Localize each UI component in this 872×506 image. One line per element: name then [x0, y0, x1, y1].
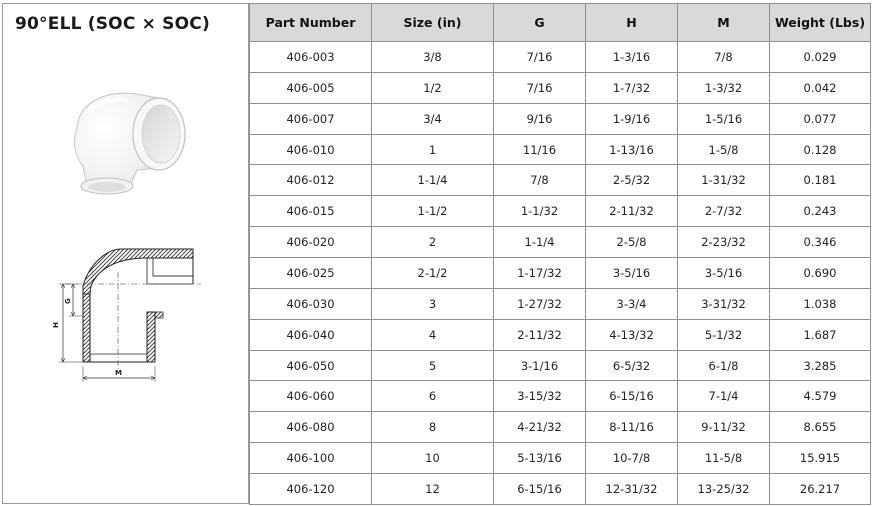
g-cell: 2-11/32 — [494, 319, 586, 350]
h-cell: 3-5/16 — [586, 258, 678, 289]
m-cell: 2-23/32 — [678, 227, 770, 258]
part-number-cell: 406-080 — [250, 412, 372, 443]
m-cell: 13-25/32 — [678, 474, 770, 505]
h-cell: 1-7/32 — [586, 72, 678, 103]
part-number-cell: 406-025 — [250, 258, 372, 289]
part-number-cell: 406-060 — [250, 381, 372, 412]
m-cell: 3-31/32 — [678, 288, 770, 319]
table-row — [250, 227, 871, 258]
size-cell: 1-1/4 — [372, 165, 494, 196]
header-size: Size (in) — [372, 4, 494, 42]
weight-cell: 0.243 — [770, 196, 871, 227]
part-number-cell: 406-005 — [250, 72, 372, 103]
table-row — [250, 412, 871, 443]
table-row — [250, 103, 871, 134]
weight-cell: 0.042 — [770, 72, 871, 103]
m-cell: 2-7/32 — [678, 196, 770, 227]
g-cell: 9/16 — [494, 103, 586, 134]
table-row — [250, 258, 871, 289]
size-cell: 3/8 — [372, 42, 494, 73]
g-cell: 7/16 — [494, 42, 586, 73]
part-number-cell: 406-012 — [250, 165, 372, 196]
weight-cell: 0.181 — [770, 165, 871, 196]
g-cell: 3-1/16 — [494, 350, 586, 381]
m-cell: 1-5/16 — [678, 103, 770, 134]
g-cell: 1-27/32 — [494, 288, 586, 319]
g-cell: 5-13/16 — [494, 443, 586, 474]
part-number-cell: 406-040 — [250, 319, 372, 350]
size-cell: 1/2 — [372, 72, 494, 103]
weight-cell: 0.128 — [770, 134, 871, 165]
weight-cell: 3.285 — [770, 350, 871, 381]
dimension-g-label: G — [64, 298, 72, 304]
part-number-cell: 406-020 — [250, 227, 372, 258]
part-number-cell: 406-010 — [250, 134, 372, 165]
h-cell: 12-31/32 — [586, 474, 678, 505]
m-cell: 11-5/8 — [678, 443, 770, 474]
weight-cell: 0.077 — [770, 103, 871, 134]
part-number-cell: 406-003 — [250, 42, 372, 73]
weight-cell: 15.915 — [770, 443, 871, 474]
product-panel — [2, 3, 249, 504]
size-cell: 1 — [372, 134, 494, 165]
size-cell: 10 — [372, 443, 494, 474]
h-cell: 4-13/32 — [586, 319, 678, 350]
table-header-row — [250, 4, 871, 42]
weight-cell: 0.029 — [770, 42, 871, 73]
weight-cell: 1.038 — [770, 288, 871, 319]
weight-cell: 1.687 — [770, 319, 871, 350]
table-row — [250, 381, 871, 412]
m-cell: 5-1/32 — [678, 319, 770, 350]
header-part-number: Part Number — [250, 4, 372, 42]
size-cell: 2-1/2 — [372, 258, 494, 289]
g-cell: 4-21/32 — [494, 412, 586, 443]
table-row — [250, 134, 871, 165]
size-cell: 8 — [372, 412, 494, 443]
weight-cell: 0.346 — [770, 227, 871, 258]
m-cell: 7-1/4 — [678, 381, 770, 412]
part-number-cell: 406-120 — [250, 474, 372, 505]
size-cell: 2 — [372, 227, 494, 258]
table-body — [250, 42, 871, 505]
elbow-fitting-photo — [61, 82, 195, 198]
g-cell: 1-1/32 — [494, 196, 586, 227]
dimension-m-label: M — [115, 369, 122, 377]
product-title: 90°ELL (SOC × SOC) — [15, 14, 210, 34]
header-g: G — [494, 4, 586, 42]
elbow-technical-drawing — [43, 242, 218, 384]
size-cell: 3 — [372, 288, 494, 319]
part-number-cell: 406-015 — [250, 196, 372, 227]
weight-cell: 0.690 — [770, 258, 871, 289]
dimension-h-label: H — [52, 322, 60, 328]
size-cell: 12 — [372, 474, 494, 505]
m-cell: 7/8 — [678, 42, 770, 73]
part-number-cell: 406-050 — [250, 350, 372, 381]
h-cell: 2-5/32 — [586, 165, 678, 196]
h-cell: 6-15/16 — [586, 381, 678, 412]
weight-cell: 8.655 — [770, 412, 871, 443]
g-cell: 3-15/32 — [494, 381, 586, 412]
h-cell: 3-3/4 — [586, 288, 678, 319]
weight-cell: 26.217 — [770, 474, 871, 505]
table-row — [250, 165, 871, 196]
h-cell: 8-11/16 — [586, 412, 678, 443]
table-row — [250, 319, 871, 350]
g-cell: 11/16 — [494, 134, 586, 165]
m-cell: 6-1/8 — [678, 350, 770, 381]
header-m: M — [678, 4, 770, 42]
size-cell: 3/4 — [372, 103, 494, 134]
h-cell: 1-9/16 — [586, 103, 678, 134]
m-cell: 1-5/8 — [678, 134, 770, 165]
m-cell: 1-31/32 — [678, 165, 770, 196]
table-row — [250, 196, 871, 227]
h-cell: 10-7/8 — [586, 443, 678, 474]
size-cell: 5 — [372, 350, 494, 381]
g-cell: 6-15/16 — [494, 474, 586, 505]
table-row — [250, 72, 871, 103]
table-row — [250, 42, 871, 73]
dimensions-table — [249, 3, 871, 505]
g-cell: 1-17/32 — [494, 258, 586, 289]
g-cell: 7/8 — [494, 165, 586, 196]
h-cell: 1-13/16 — [586, 134, 678, 165]
h-cell: 2-5/8 — [586, 227, 678, 258]
m-cell: 1-3/32 — [678, 72, 770, 103]
m-cell: 9-11/32 — [678, 412, 770, 443]
table-row — [250, 350, 871, 381]
part-number-cell: 406-100 — [250, 443, 372, 474]
table-row — [250, 288, 871, 319]
size-cell: 4 — [372, 319, 494, 350]
header-weight: Weight (Lbs) — [770, 4, 871, 42]
g-cell: 7/16 — [494, 72, 586, 103]
size-cell: 1-1/2 — [372, 196, 494, 227]
part-number-cell: 406-007 — [250, 103, 372, 134]
h-cell: 6-5/32 — [586, 350, 678, 381]
table-row — [250, 474, 871, 505]
header-h: H — [586, 4, 678, 42]
h-cell: 2-11/32 — [586, 196, 678, 227]
weight-cell: 4.579 — [770, 381, 871, 412]
h-cell: 1-3/16 — [586, 42, 678, 73]
size-cell: 6 — [372, 381, 494, 412]
g-cell: 1-1/4 — [494, 227, 586, 258]
part-number-cell: 406-030 — [250, 288, 372, 319]
table-row — [250, 443, 871, 474]
m-cell: 3-5/16 — [678, 258, 770, 289]
